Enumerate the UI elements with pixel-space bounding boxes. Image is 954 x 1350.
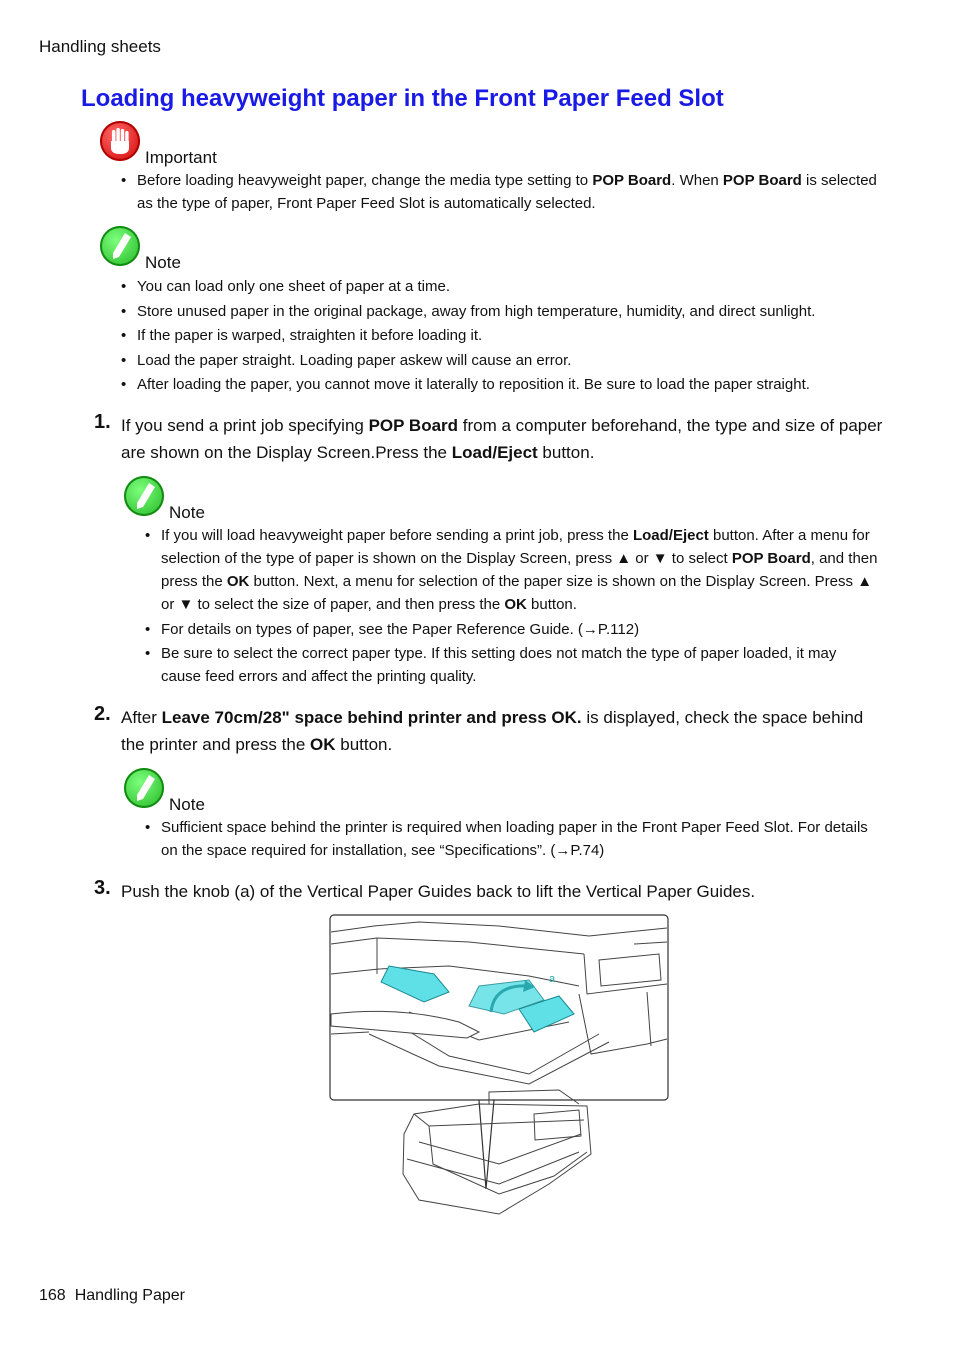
list-item: • If you will load heavyweight paper before sending a print job, press the Load/Eject button. After a menu for selection of the type of paper is shown on the Display Screen, press ▲ or ▼ to select POP Board, and then press the OK button. Next, a menu for selection of the paper size is shown on the Display Screen. Press ▲ or ▼ to select the size of paper, and then press the OK button. bbox=[145, 524, 880, 616]
step-number: 3. bbox=[94, 877, 111, 899]
list-item: • Sufficient space behind the printer is required when loading paper in the Front Paper Feed Slot. For details on the space required for installation, see “Specifications”. (→P.74) bbox=[145, 816, 880, 862]
note-callout bbox=[124, 768, 264, 812]
list-item: • For details on types of paper, see the Paper Reference Guide. (→P.112) bbox=[145, 618, 880, 641]
list-item: • Be sure to select the correct paper type. If this setting does not match the type of paper loaded, it may cause feed errors and affect the printing quality. bbox=[145, 642, 880, 688]
step-3: 3. Push the knob (a) of the Vertical Paper Guides back to lift the Vertical Paper Guides. bbox=[94, 877, 756, 901]
note-label: Note bbox=[169, 503, 205, 522]
note-list bbox=[145, 524, 880, 688]
step-number: 1. bbox=[94, 411, 111, 433]
note-callout bbox=[124, 476, 264, 520]
list-item: • Load the paper straight. Loading paper askew will cause an error. bbox=[121, 349, 901, 372]
page-title: Loading heavyweight paper in the Front Paper Feed Slot bbox=[81, 85, 724, 112]
note-list bbox=[145, 816, 880, 862]
pencil-icon bbox=[124, 476, 164, 516]
chapter-title: Handling Paper bbox=[74, 1287, 185, 1304]
list-item: • Before loading heavyweight paper, change the media type setting to POP Board. When POP Board is selected as the type of paper, Front Paper Feed Slot is automatically selected. bbox=[121, 169, 891, 215]
note-label: Note bbox=[169, 795, 205, 814]
stop-hand-icon bbox=[100, 121, 140, 161]
pencil-icon bbox=[100, 226, 140, 266]
list-item: • If the paper is warped, straighten it before loading it. bbox=[121, 324, 901, 347]
step-number: 2. bbox=[94, 703, 111, 725]
note-list bbox=[121, 275, 901, 396]
page-footer bbox=[39, 1287, 185, 1305]
callout-label-a: a bbox=[549, 973, 556, 985]
pencil-icon bbox=[124, 768, 164, 808]
step-2: 2. After Leave 70cm/28" space behind printer and press OK. is displayed, check the space behind the printer and press the OK button. bbox=[94, 703, 864, 754]
page-number: 168 bbox=[39, 1287, 66, 1304]
important-list bbox=[121, 169, 891, 215]
note-label: Note bbox=[145, 253, 181, 272]
step-1: 1. If you send a print job specifying POP Board from a computer beforehand, the type and size of paper are shown on the Display Screen.Press the Load/Eject button. bbox=[94, 411, 883, 462]
running-header: Handling sheets bbox=[39, 37, 161, 56]
list-item: • After loading the paper, you cannot move it laterally to reposition it. Be sure to load the paper straight. bbox=[121, 373, 901, 396]
printer-illustration bbox=[329, 914, 669, 1219]
important-callout bbox=[100, 121, 240, 165]
list-item: • Store unused paper in the original package, away from high temperature, humidity, and direct sunlight. bbox=[121, 300, 901, 323]
list-item: • You can load only one sheet of paper at a time. bbox=[121, 275, 901, 298]
important-label: Important bbox=[145, 148, 217, 167]
note-callout bbox=[100, 226, 240, 270]
